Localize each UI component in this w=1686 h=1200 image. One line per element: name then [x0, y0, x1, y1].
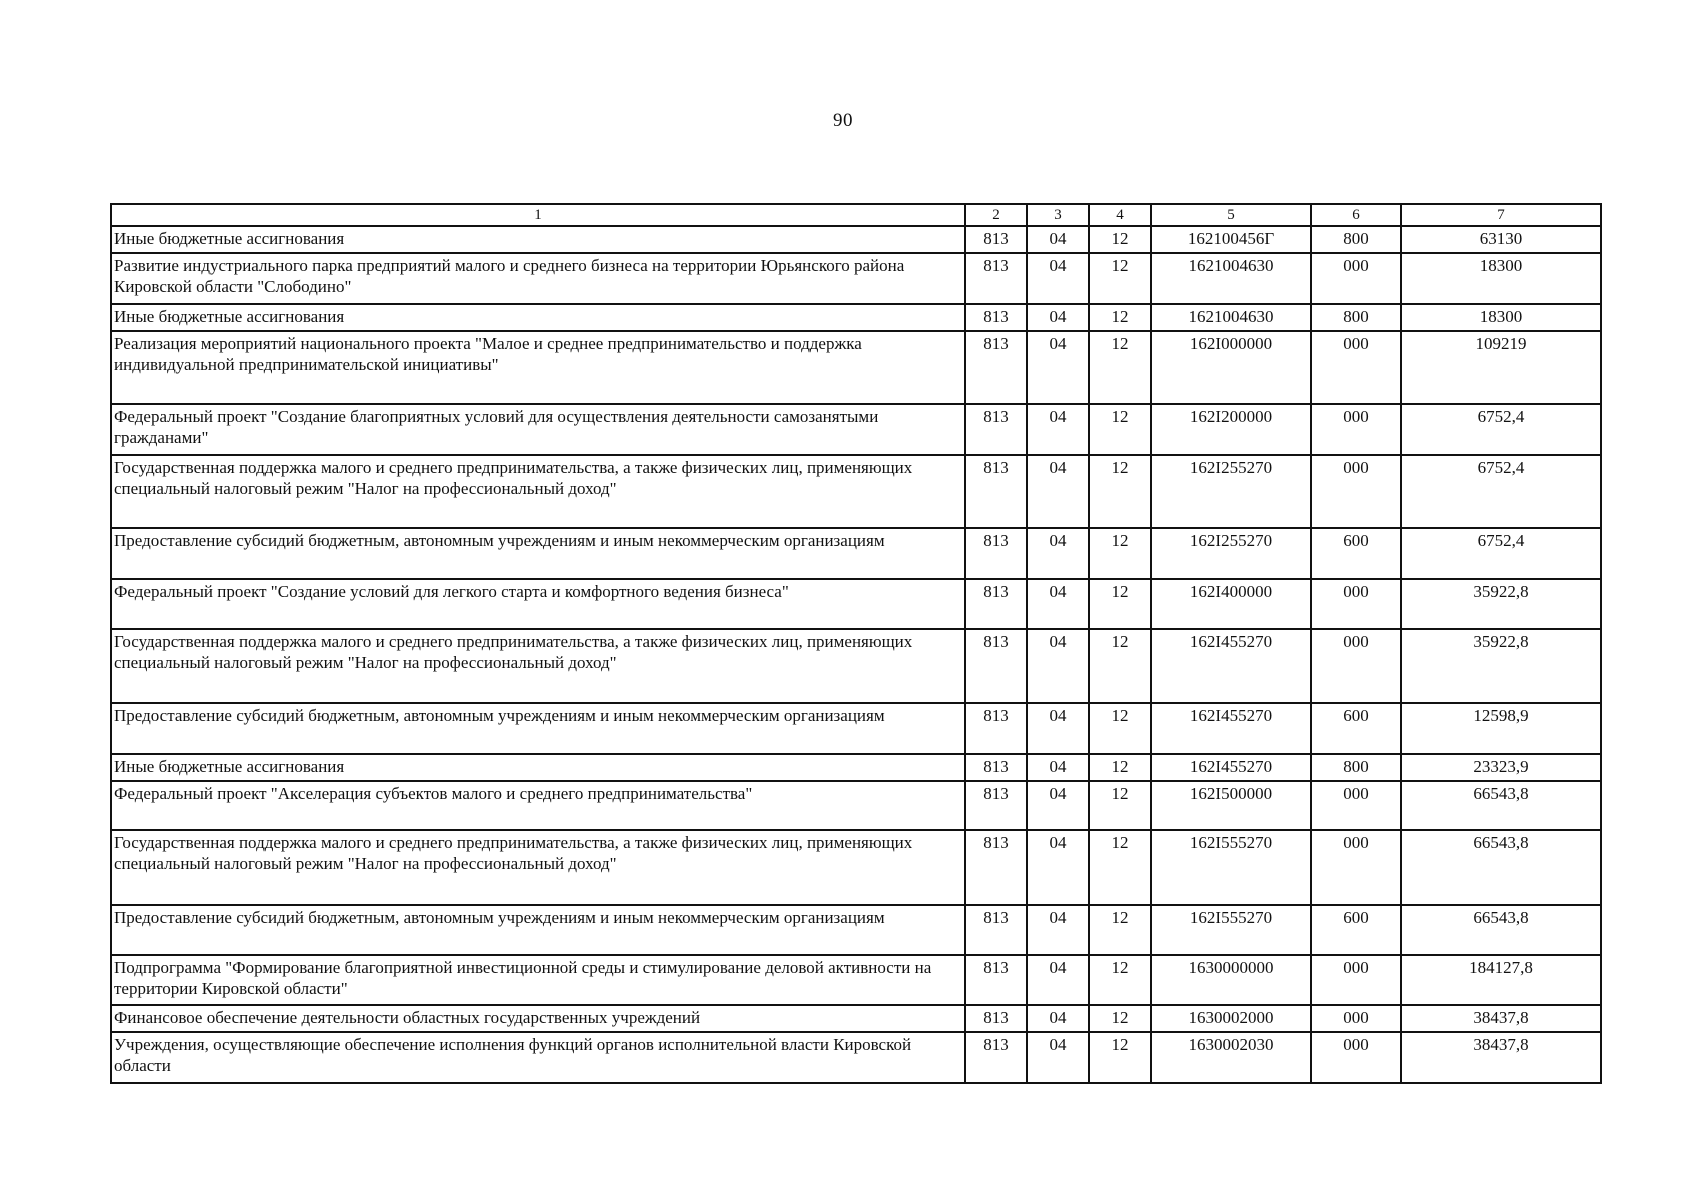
- row-code-4: 12: [1089, 830, 1151, 905]
- row-code-4: 12: [1089, 404, 1151, 455]
- table-row: [111, 703, 1601, 754]
- row-amount: 35922,8: [1401, 629, 1601, 703]
- row-code-6: 000: [1311, 253, 1401, 304]
- row-code-2: 813: [965, 703, 1027, 754]
- row-amount: 35922,8: [1401, 579, 1601, 629]
- row-code-5: 162I555270: [1151, 830, 1311, 905]
- table-row: [111, 955, 1601, 1005]
- page-number: 90: [833, 110, 853, 131]
- row-amount: 38437,8: [1401, 1032, 1601, 1083]
- row-code-3: 04: [1027, 226, 1089, 253]
- row-code-5: 162I400000: [1151, 579, 1311, 629]
- row-code-2: 813: [965, 905, 1027, 955]
- row-amount: 184127,8: [1401, 955, 1601, 1005]
- row-code-6: 000: [1311, 629, 1401, 703]
- row-code-6: 800: [1311, 754, 1401, 781]
- row-name: Реализация мероприятий национального проекта "Малое и среднее предпринимательство и поддержка индивидуальной предпринимательской инициативы": [111, 331, 965, 404]
- row-name: Федеральный проект "Акселерация субъектов малого и среднего предпринимательства": [111, 781, 965, 830]
- table-header-row: [111, 204, 1601, 226]
- row-name: Иные бюджетные ассигнования: [111, 754, 965, 781]
- row-code-6: 000: [1311, 955, 1401, 1005]
- row-code-6: 000: [1311, 579, 1401, 629]
- row-code-6: 000: [1311, 455, 1401, 528]
- row-code-4: 12: [1089, 1032, 1151, 1083]
- row-code-5: 1630002030: [1151, 1032, 1311, 1083]
- row-code-4: 12: [1089, 703, 1151, 754]
- column-header-3: 3: [1027, 204, 1089, 226]
- row-code-3: 04: [1027, 579, 1089, 629]
- row-code-6: 000: [1311, 1005, 1401, 1032]
- row-code-4: 12: [1089, 253, 1151, 304]
- table-row: [111, 830, 1601, 905]
- row-code-6: 800: [1311, 226, 1401, 253]
- row-code-3: 04: [1027, 528, 1089, 579]
- row-code-3: 04: [1027, 331, 1089, 404]
- row-code-5: 162I000000: [1151, 331, 1311, 404]
- column-header-2: 2: [965, 204, 1027, 226]
- row-code-6: 600: [1311, 703, 1401, 754]
- row-code-6: 000: [1311, 331, 1401, 404]
- row-amount: 66543,8: [1401, 781, 1601, 830]
- row-name: Федеральный проект "Создание условий для легкого старта и комфортного ведения бизнеса": [111, 579, 965, 629]
- row-name: Предоставление субсидий бюджетным, автономным учреждениям и иным некоммерческим организациям: [111, 703, 965, 754]
- row-code-4: 12: [1089, 754, 1151, 781]
- row-code-6: 600: [1311, 905, 1401, 955]
- row-code-3: 04: [1027, 629, 1089, 703]
- row-name: Предоставление субсидий бюджетным, автономным учреждениям и иным некоммерческим организациям: [111, 905, 965, 955]
- row-amount: 6752,4: [1401, 528, 1601, 579]
- row-code-5: 1621004630: [1151, 304, 1311, 331]
- table-row: [111, 1032, 1601, 1083]
- row-code-4: 12: [1089, 579, 1151, 629]
- column-header-4: 4: [1089, 204, 1151, 226]
- row-code-3: 04: [1027, 781, 1089, 830]
- row-code-5: 162I200000: [1151, 404, 1311, 455]
- row-code-3: 04: [1027, 1005, 1089, 1032]
- row-code-2: 813: [965, 404, 1027, 455]
- row-code-5: 1621004630: [1151, 253, 1311, 304]
- table-row: [111, 754, 1601, 781]
- row-amount: 63130: [1401, 226, 1601, 253]
- table-row: [111, 455, 1601, 528]
- row-name: Учреждения, осуществляющие обеспечение исполнения функций органов исполнительной власти Кировской области: [111, 1032, 965, 1083]
- column-header-1: 1: [111, 204, 965, 226]
- row-code-2: 813: [965, 1005, 1027, 1032]
- row-code-4: 12: [1089, 455, 1151, 528]
- row-name: Финансовое обеспечение деятельности областных государственных учреждений: [111, 1005, 965, 1032]
- row-code-5: 162I555270: [1151, 905, 1311, 955]
- row-code-2: 813: [965, 455, 1027, 528]
- row-code-4: 12: [1089, 304, 1151, 331]
- row-code-6: 000: [1311, 404, 1401, 455]
- row-code-2: 813: [965, 226, 1027, 253]
- row-code-2: 813: [965, 955, 1027, 1005]
- row-amount: 23323,9: [1401, 754, 1601, 781]
- row-code-3: 04: [1027, 703, 1089, 754]
- row-code-4: 12: [1089, 1005, 1151, 1032]
- row-name: Подпрограмма "Формирование благоприятной инвестиционной среды и стимулирование деловой активности на территории Кировской области": [111, 955, 965, 1005]
- table-row: [111, 781, 1601, 830]
- row-code-4: 12: [1089, 629, 1151, 703]
- row-amount: 66543,8: [1401, 905, 1601, 955]
- row-code-6: 600: [1311, 528, 1401, 579]
- table-row: [111, 579, 1601, 629]
- table-row: [111, 304, 1601, 331]
- table-row: [111, 226, 1601, 253]
- row-code-6: 000: [1311, 1032, 1401, 1083]
- row-name: Развитие индустриального парка предприятий малого и среднего бизнеса на территории Юрьянского района Кировской области "Слободино": [111, 253, 965, 304]
- row-code-2: 813: [965, 830, 1027, 905]
- row-code-6: 800: [1311, 304, 1401, 331]
- table-row: [111, 331, 1601, 404]
- row-amount: 6752,4: [1401, 404, 1601, 455]
- row-amount: 109219: [1401, 331, 1601, 404]
- row-name: Иные бюджетные ассигнования: [111, 304, 965, 331]
- row-name: Иные бюджетные ассигнования: [111, 226, 965, 253]
- table-row: [111, 905, 1601, 955]
- row-amount: 18300: [1401, 304, 1601, 331]
- row-name: Предоставление субсидий бюджетным, автономным учреждениям и иным некоммерческим организациям: [111, 528, 965, 579]
- row-code-3: 04: [1027, 304, 1089, 331]
- row-code-5: 162I500000: [1151, 781, 1311, 830]
- row-amount: 18300: [1401, 253, 1601, 304]
- table-row: [111, 253, 1601, 304]
- budget-table: [110, 203, 1602, 1084]
- row-code-6: 000: [1311, 781, 1401, 830]
- column-header-5: 5: [1151, 204, 1311, 226]
- row-code-5: 162I455270: [1151, 754, 1311, 781]
- column-header-7: 7: [1401, 204, 1601, 226]
- row-name: Государственная поддержка малого и среднего предпринимательства, а также физических лиц, применяющих специальный налоговый режим "Налог на профессиональный доход": [111, 629, 965, 703]
- row-code-2: 813: [965, 754, 1027, 781]
- row-code-2: 813: [965, 781, 1027, 830]
- row-amount: 6752,4: [1401, 455, 1601, 528]
- table-row: [111, 528, 1601, 579]
- row-code-4: 12: [1089, 528, 1151, 579]
- row-code-5: 162I455270: [1151, 629, 1311, 703]
- column-header-6: 6: [1311, 204, 1401, 226]
- row-code-2: 813: [965, 304, 1027, 331]
- row-code-2: 813: [965, 579, 1027, 629]
- row-code-5: 162100456Г: [1151, 226, 1311, 253]
- row-code-3: 04: [1027, 1032, 1089, 1083]
- row-amount: 66543,8: [1401, 830, 1601, 905]
- row-name: Государственная поддержка малого и среднего предпринимательства, а также физических лиц, применяющих специальный налоговый режим "Налог на профессиональный доход": [111, 455, 965, 528]
- row-code-3: 04: [1027, 404, 1089, 455]
- row-amount: 38437,8: [1401, 1005, 1601, 1032]
- row-code-3: 04: [1027, 830, 1089, 905]
- row-code-3: 04: [1027, 253, 1089, 304]
- row-code-6: 000: [1311, 830, 1401, 905]
- table-row: [111, 1005, 1601, 1032]
- row-code-4: 12: [1089, 955, 1151, 1005]
- row-code-5: 162I455270: [1151, 703, 1311, 754]
- row-code-5: 162I255270: [1151, 455, 1311, 528]
- row-code-5: 1630002000: [1151, 1005, 1311, 1032]
- row-code-5: 162I255270: [1151, 528, 1311, 579]
- row-name: Федеральный проект "Создание благоприятных условий для осуществления деятельности самозанятыми гражданами": [111, 404, 965, 455]
- table-row: [111, 404, 1601, 455]
- row-code-3: 04: [1027, 754, 1089, 781]
- row-code-2: 813: [965, 528, 1027, 579]
- row-amount: 12598,9: [1401, 703, 1601, 754]
- row-code-2: 813: [965, 331, 1027, 404]
- row-code-4: 12: [1089, 331, 1151, 404]
- row-code-5: 1630000000: [1151, 955, 1311, 1005]
- table-row: [111, 629, 1601, 703]
- row-code-3: 04: [1027, 455, 1089, 528]
- row-code-2: 813: [965, 629, 1027, 703]
- row-code-3: 04: [1027, 905, 1089, 955]
- row-code-4: 12: [1089, 781, 1151, 830]
- row-code-4: 12: [1089, 905, 1151, 955]
- row-code-2: 813: [965, 253, 1027, 304]
- row-name: Государственная поддержка малого и среднего предпринимательства, а также физических лиц, применяющих специальный налоговый режим "Налог на профессиональный доход": [111, 830, 965, 905]
- row-code-4: 12: [1089, 226, 1151, 253]
- row-code-2: 813: [965, 1032, 1027, 1083]
- row-code-3: 04: [1027, 955, 1089, 1005]
